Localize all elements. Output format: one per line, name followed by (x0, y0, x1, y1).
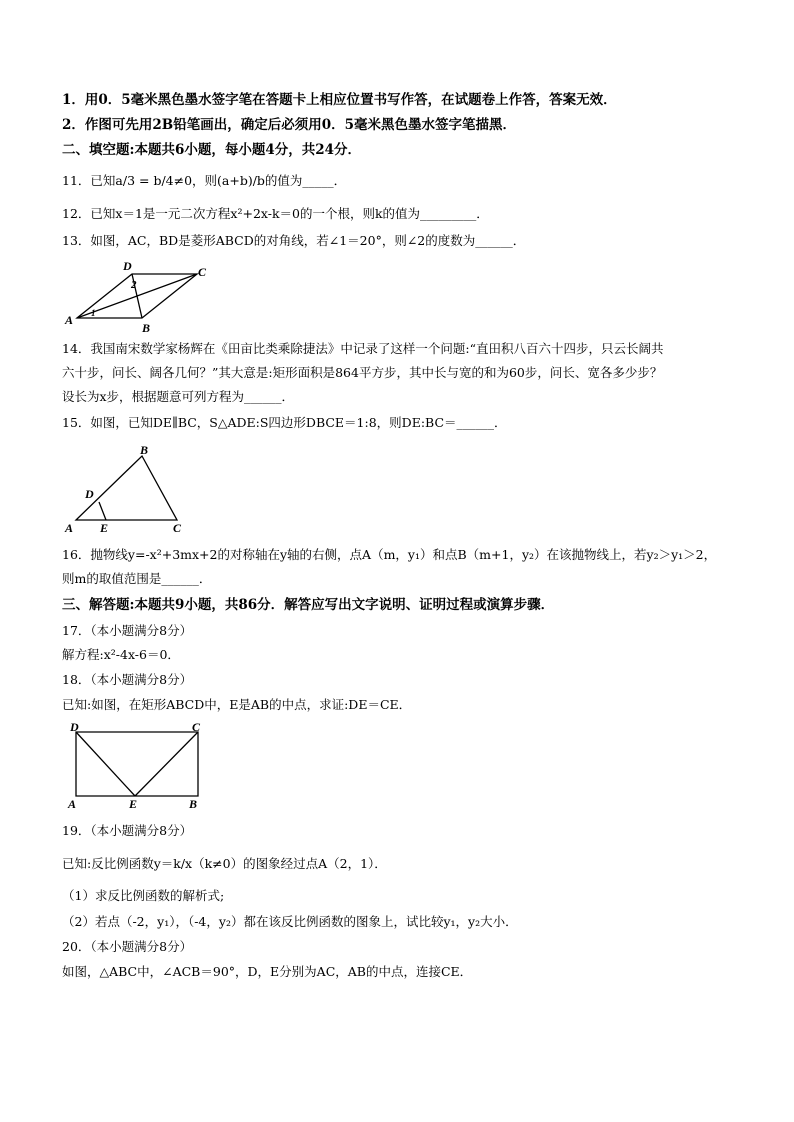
segment-ce (135, 732, 198, 796)
note-1: 1．用0．5毫米黑色墨水签字笔在答题卡上相应位置书写作答，在试题卷上作答，答案无效． (62, 92, 617, 108)
question-11: 11．已知a/3 = b/4≠0，则(a+b)/b的值为_____． (62, 173, 347, 188)
question-20-title: 20．（本小题满分8分） (62, 939, 193, 954)
question-19-title: 19．（本小题满分8分） (62, 823, 193, 838)
triangle-figure (62, 440, 202, 536)
question-13: 13．如图，AC，BD是菱形ABCD的对角线，若∠1＝20°，则∠2的度数为______． (62, 233, 526, 248)
question-18-text: 已知:如图，在矩形ABCD中，E是AB的中点，求证:DE＝CE． (62, 697, 412, 712)
question-20-text: 如图，△ABC中，∠ACB＝90°，D，E分别为AC，AB的中点，连接CE． (62, 964, 473, 979)
question-14-line-3: 设长为x步，根据题意可列方程为______． (62, 389, 295, 404)
label-angle-1: 1 (91, 308, 96, 318)
label-a: A (65, 313, 74, 327)
label-b: B (189, 797, 198, 811)
label-e: E (129, 797, 138, 811)
rectangle-abcd (76, 732, 198, 796)
label-c: C (192, 720, 201, 734)
label-d: D (70, 720, 79, 734)
label-b: B (140, 443, 149, 457)
question-17-text: 解方程:x²-4x-6＝0． (62, 647, 180, 662)
label-d: D (123, 259, 132, 273)
rectangle-figure (62, 720, 212, 812)
label-a: A (68, 797, 77, 811)
rhombus-figure (62, 258, 212, 334)
question-16-line-1: 16．抛物线y=-x²+3mx+2的对称轴在y轴的右侧，点A（m，y₁）和点B（m+1，y₂）在该抛物线上，若y₂＞y₁＞2， (62, 547, 717, 562)
section-3-heading: 三、解答题:本题共9小题，共86分．解答应写出文字说明、证明过程或演算步骤． (62, 597, 555, 613)
question-15: 15．如图，已知DE∥BC，S△ADE:S四边形DBCE＝1:8，则DE:BC＝______． (62, 415, 507, 430)
section-2-heading: 二、填空题:本题共6小题，每小题4分，共24分． (62, 142, 362, 158)
label-b: B (142, 321, 151, 334)
note-2: 2．作图可先用2B铅笔画出，确定后必须用0．5毫米黑色墨水签字笔描黑． (62, 117, 516, 133)
label-d: D (85, 487, 94, 501)
question-19-part-2: （2）若点（-2，y₁），（-4，y₂）都在该反比例函数的图象上，试比较y₁，y₂大小． (62, 914, 518, 929)
label-c: C (198, 265, 207, 279)
label-c: C (173, 521, 182, 535)
question-19-text: 已知:反比例函数y＝k/x（k≠0）的图象经过点A（2，1）． (62, 856, 387, 871)
question-17-title: 17．（本小题满分8分） (62, 623, 193, 638)
segment-de (76, 732, 135, 796)
question-14-line-1: 14．我国南宋数学家杨辉在《田亩比类乘除捷法》中记录了这样一个问题:“直田积八百六十四步，只云长阔共 (62, 341, 664, 356)
question-16-line-2: 则m的取值范围是______． (62, 571, 212, 586)
label-e: E (100, 521, 109, 535)
segment-de (99, 502, 106, 520)
label-a: A (65, 521, 74, 535)
question-14-line-2: 六十步，问长、阔各几何？”其大意是:矩形面积是864平方步，其中长与宽的和为60步，问长、宽各多少步？ (62, 365, 663, 380)
question-19-part-1: （1）求反比例函数的解析式; (62, 888, 225, 903)
question-18-title: 18．（本小题满分8分） (62, 672, 193, 687)
label-angle-2: 2 (131, 279, 137, 291)
question-12: 12．已知x＝1是一元二次方程x²+2x-k＝0的一个根，则k的值为_________． (62, 206, 489, 221)
